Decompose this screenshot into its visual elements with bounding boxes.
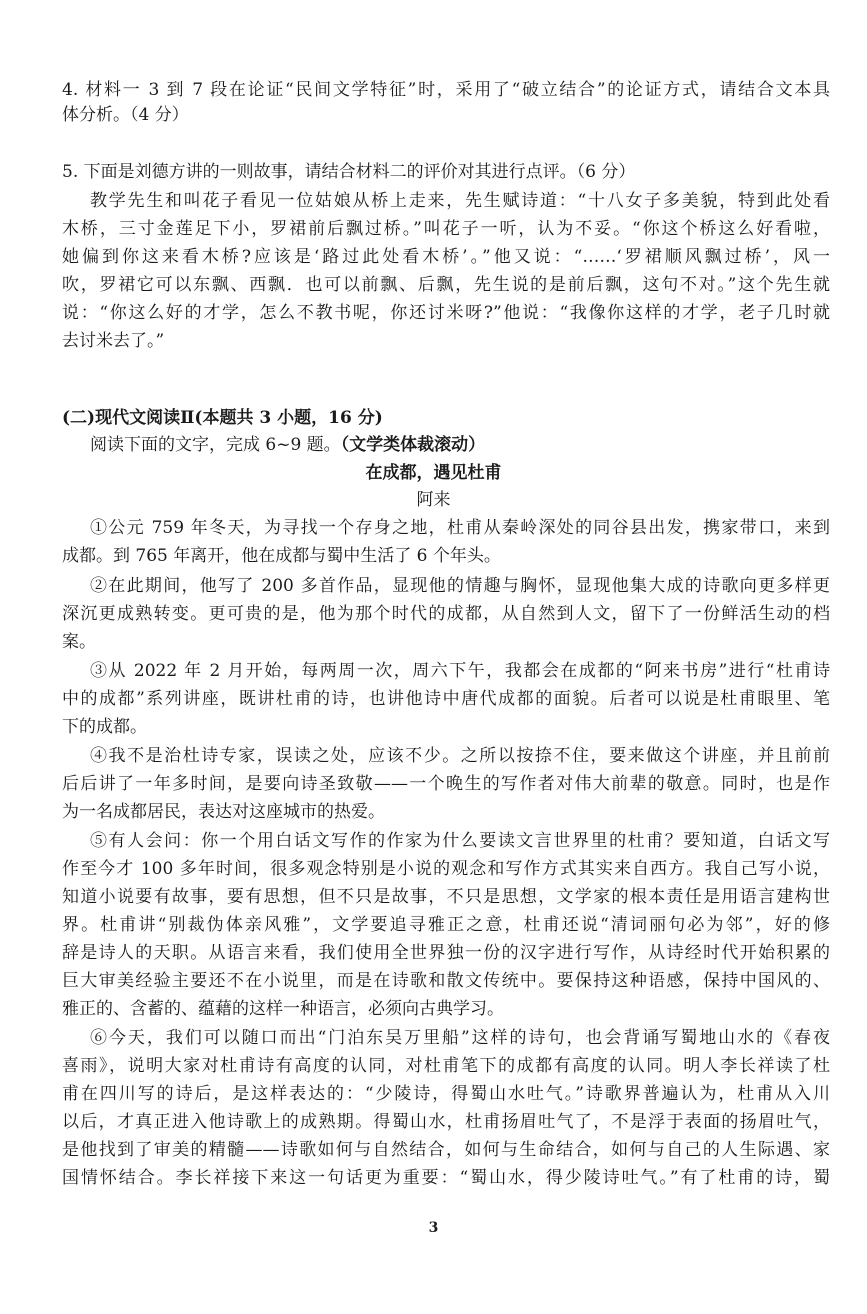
paragraph-line [62,688,830,710]
story-line [62,274,830,296]
question-5-prompt: 5. 下面是刘德方讲的一则故事，请结合材料二的评价对其进行点评。（6 分） [62,162,636,182]
article-title: 在成都，遇见杜甫 [365,463,502,483]
question-4-line: 体分析。（4 分） [62,105,189,125]
paragraph-line [62,942,830,964]
story-line [62,218,830,240]
paragraph-text: 后后讲了一年多时间，是要向诗圣致敬——一个晚生的写作者对伟大前辈的敬意。同时，也是作 [62,774,830,794]
paragraph-line [90,1027,830,1049]
paragraph-line [62,914,830,936]
paragraph-line [90,575,830,597]
paragraph-line [62,773,830,795]
paragraph-line: 雅正的、含蓄的、蕴藉的这样一种语言，必须向古典学习。 [62,999,504,1019]
paragraph-line [90,830,830,852]
paragraph-line: 成都。到 765 年离开，他在成都与蜀中生活了 6 个年头。 [62,546,501,566]
story-text: 吹，罗裙它可以东飘、西飘．也可以前飘、后飘，先生说的是前后飘，这句不对。”这个先生就 [62,275,830,295]
paragraph-line [62,1111,830,1133]
paragraph-text: 界。杜甫讲“别裁伪体亲风雅”，文学要追寻雅正之意，杜甫还说“清词丽句必为邻”，好的修 [62,915,830,935]
paragraph-text: 巨大审美经验主要还不在小说里，而是在诗歌和散文传统中。要保持这种语感，保持中国风的、 [62,971,830,991]
paragraph-text: ④我不是治杜诗专家，误读之处，应该不少。之所以按捺不住，要来做这个讲座，并且前前 [90,746,830,766]
question-4-line [62,79,830,101]
paragraph-text: 知道小说要有故事，要有思想，但不只是故事，不只是思想，文学家的根本责任是用语言建构世 [62,887,830,907]
paragraph-text: 以后，才真正进入他诗歌上的成熟期。得蜀山水，杜甫扬眉吐气了，不是浮于表面的扬眉吐气， [62,1112,830,1132]
story-line [90,190,830,212]
paragraph-text: 甫在四川写的诗后，是这样表达的：“少陵诗，得蜀山水吐气。”诗歌界普遍认为，杜甫从入川 [62,1084,830,1104]
paragraph-text: 作至今才 100 多年时间，很多观念特别是小说的观念和写作方式其实来自西方。我自己写小说， [62,859,830,879]
paragraph-text: ③从 2022 年 2 月开始，每两周一次，周六下午，我都会在成都的“阿来书房”进行“杜甫诗 [90,661,830,681]
paragraph-text: ⑤有人会问：你一个用白话文写作的作家为什么要读文言世界里的杜甫？要知道，白话文写 [90,831,830,851]
instruction-text: 阅读下面的文字，完成 6~9 题。 [90,435,341,455]
story-line: 去讨米去了。” [62,331,165,351]
paragraph-line [62,603,830,625]
paragraph-line: 为一名成都居民，表达对这座城市的热爱。 [62,802,385,822]
instruction-note: （文学类体裁滚动） [340,435,486,455]
paragraph-text: ⑥今天，我们可以随口而出“门泊东吴万里船”这样的诗句，也会背诵写蜀地山水的《春夜 [90,1028,830,1048]
article-author: 阿来 [416,490,451,510]
page-number: 3 [428,1220,439,1236]
paragraph-text: 喜雨》，说明大家对杜甫诗有高度的认同，对杜甫笔下的成都有高度的认同。明人李长祥读了杜 [62,1056,830,1076]
reading-instruction [90,434,485,456]
paragraph-text: 深沉更成熟转变。更可贵的是，他为那个时代的成都，从自然到人文，留下了一份鲜活生动的档 [62,604,830,624]
paragraph-text: 国情怀结合。李长祥接下来这一句话更为重要：“蜀山水，得少陵诗吐气。”有了杜甫的诗，蜀 [62,1168,830,1188]
paragraph-line: 下的成都。 [62,717,147,737]
paragraph-line [90,517,830,539]
paragraph-line [62,1167,830,1189]
paragraph-line [62,970,830,992]
paragraph-line [62,1055,830,1077]
story-text: 说：“你这么好的才学，怎么不教书呢，你还讨米呀?”他说：“我像你这样的才学，老子几时就 [62,303,830,323]
paragraph-line [62,886,830,908]
question-4-text: 4. 材料一 3 到 7 段在论证“民间文学特征”时，采用了“破立结合”的论证方式，请结合文本具 [62,80,830,100]
section-heading: (二)现代文阅读Ⅱ(本题共 3 小题，16 分) [62,408,383,428]
story-line [62,302,830,324]
paragraph-text: ②在此期间，他写了 200 多首作品，显现他的情趣与胸怀，显现他集大成的诗歌向更多样更 [90,576,830,596]
story-text: 教学先生和叫花子看见一位姑娘从桥上走来，先生赋诗道：“十八女子多美貌，特到此处看 [90,191,830,211]
paragraph-text: 辞是诗人的天职。从语言来看，我们使用全世界独一份的汉字进行写作，从诗经时代开始积累的 [62,943,830,963]
paragraph-line [62,1139,830,1161]
story-text: 她偏到你这来看木桥?应该是‘路过此处看木桥’。”他又说：“……‘罗裙顺风飘过桥’，风一 [62,247,830,267]
paragraph-line [62,1083,830,1105]
paragraph-text: ①公元 759 年冬天，为寻找一个存身之地，杜甫从秦岭深处的同谷县出发，携家带口，来到 [90,518,830,538]
paragraph-line [90,745,830,767]
paragraph-line [90,660,830,682]
story-line [62,246,830,268]
paragraph-text: 是他找到了审美的精髓——诗歌如何与自然结合，如何与生命结合，如何与自己的人生际遇、家 [62,1140,830,1160]
paragraph-line [62,858,830,880]
paragraph-text: 中的成都”系列讲座，既讲杜甫的诗，也讲他诗中唐代成都的面貌。后者可以说是杜甫眼里、笔 [62,689,830,709]
paragraph-line: 案。 [62,632,96,652]
story-text: 木桥，三寸金莲足下小，罗裙前后飘过桥。”叫花子一听，认为不妥。“你这个桥这么好看啦， [62,219,830,239]
